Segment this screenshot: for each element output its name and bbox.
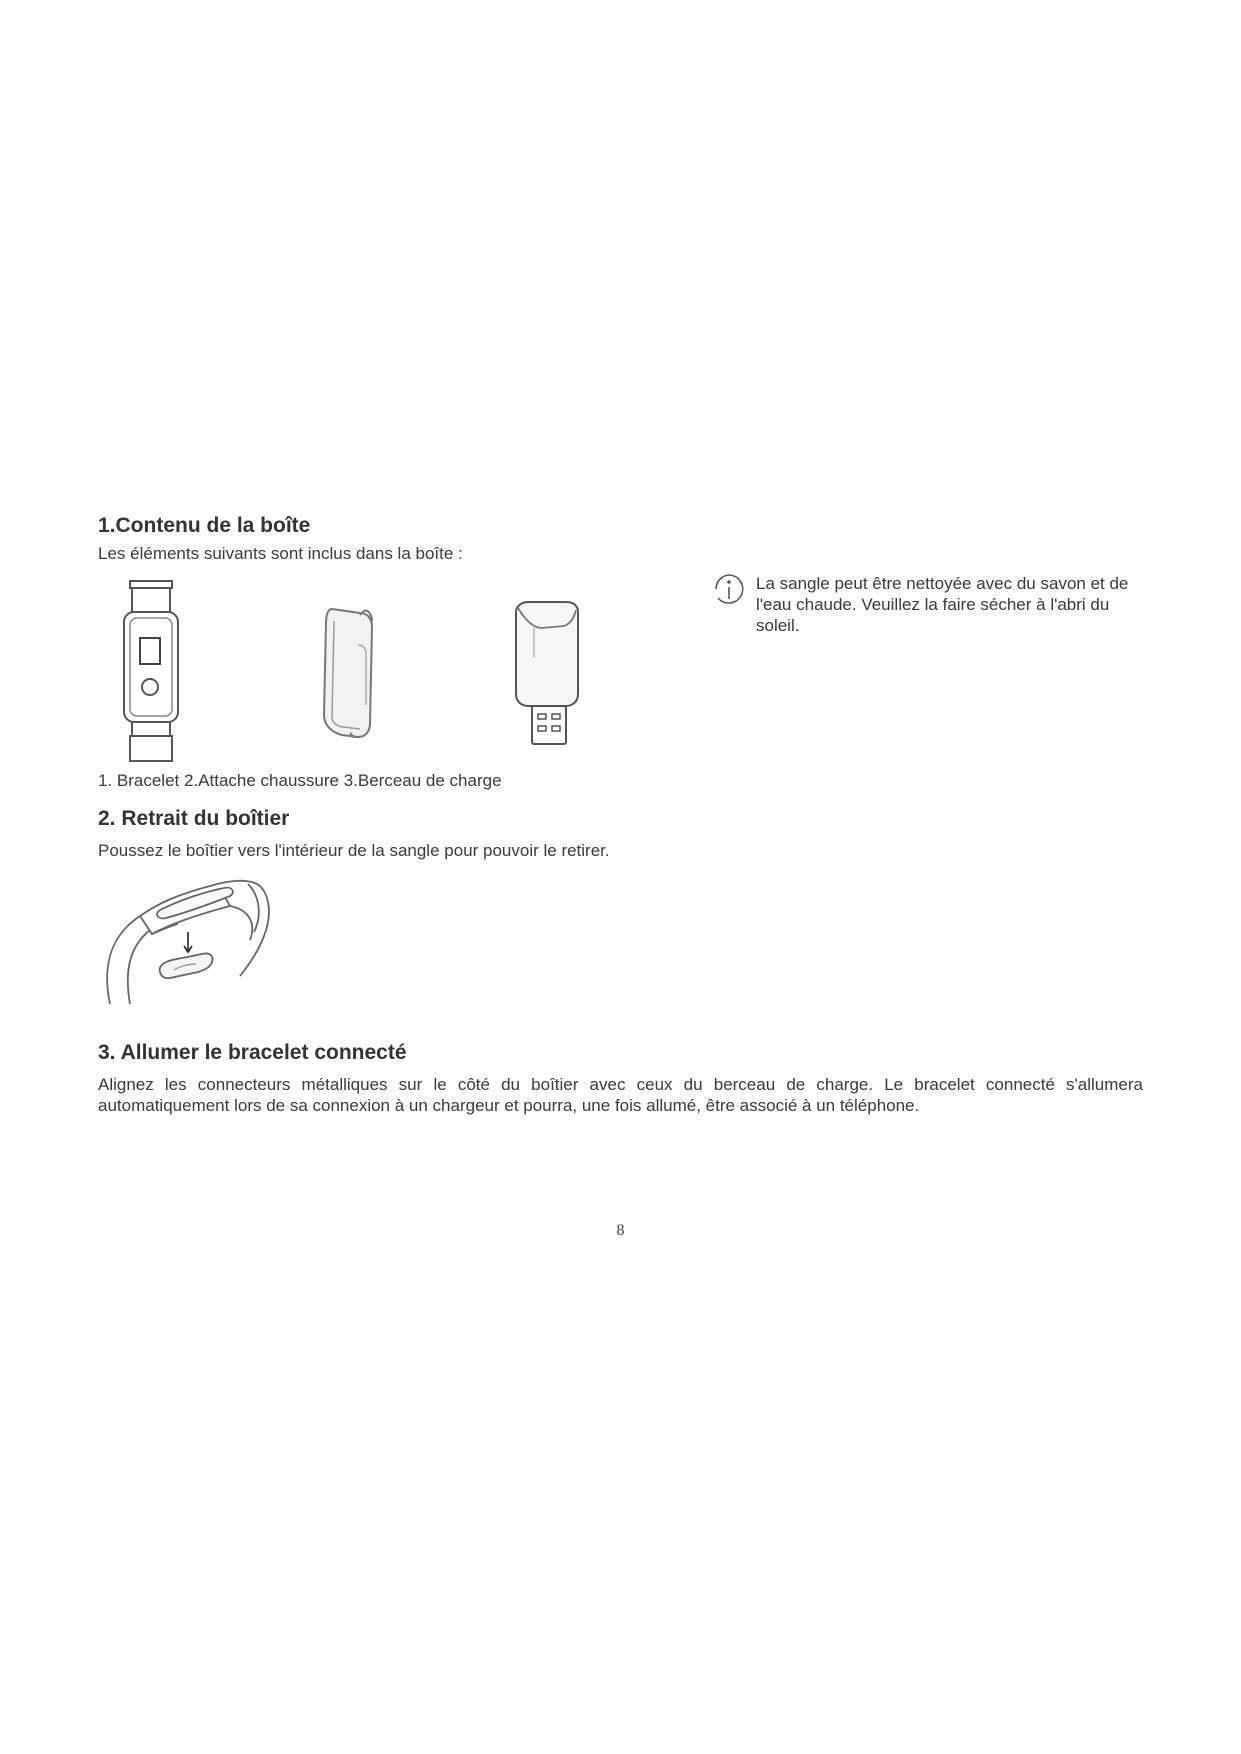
info-icon — [712, 572, 746, 608]
section-2-title: 2. Retrait du boîtier — [98, 807, 290, 830]
section-2-text: Poussez le boîtier vers l'intérieur de la sangle pour pouvoir le retirer. — [98, 841, 610, 860]
section-3-title: 3. Allumer le bracelet connecté — [98, 1041, 407, 1064]
module-removal-illustration — [100, 866, 275, 1008]
bracelet-illustration — [118, 578, 184, 763]
section-1-title: 1.Contenu de la boîte — [98, 514, 311, 537]
charging-cradle-illustration — [508, 598, 586, 748]
shoe-clip-illustration — [320, 605, 380, 740]
section-1-intro: Les éléments suivants sont inclus dans la boîte : — [98, 544, 463, 563]
page-number: 8 — [616, 1222, 625, 1239]
section-1-caption: 1. Bracelet 2.Attache chaussure 3.Berceau de charge — [98, 771, 502, 790]
section-3-text: Alignez les connecteurs métalliques sur le côté du boîtier avec ceux du berceau de charge. Le bracelet connecté s'allumera automatiquement lors de sa connexion à un chargeur et pourra, une fois allumé, être associé à un téléphone. — [98, 1075, 1143, 1115]
cleaning-note: La sangle peut être nettoyée avec du savon et de l'eau chaude. Veuillez la faire sécher à l'abri du soleil. — [756, 574, 1129, 635]
